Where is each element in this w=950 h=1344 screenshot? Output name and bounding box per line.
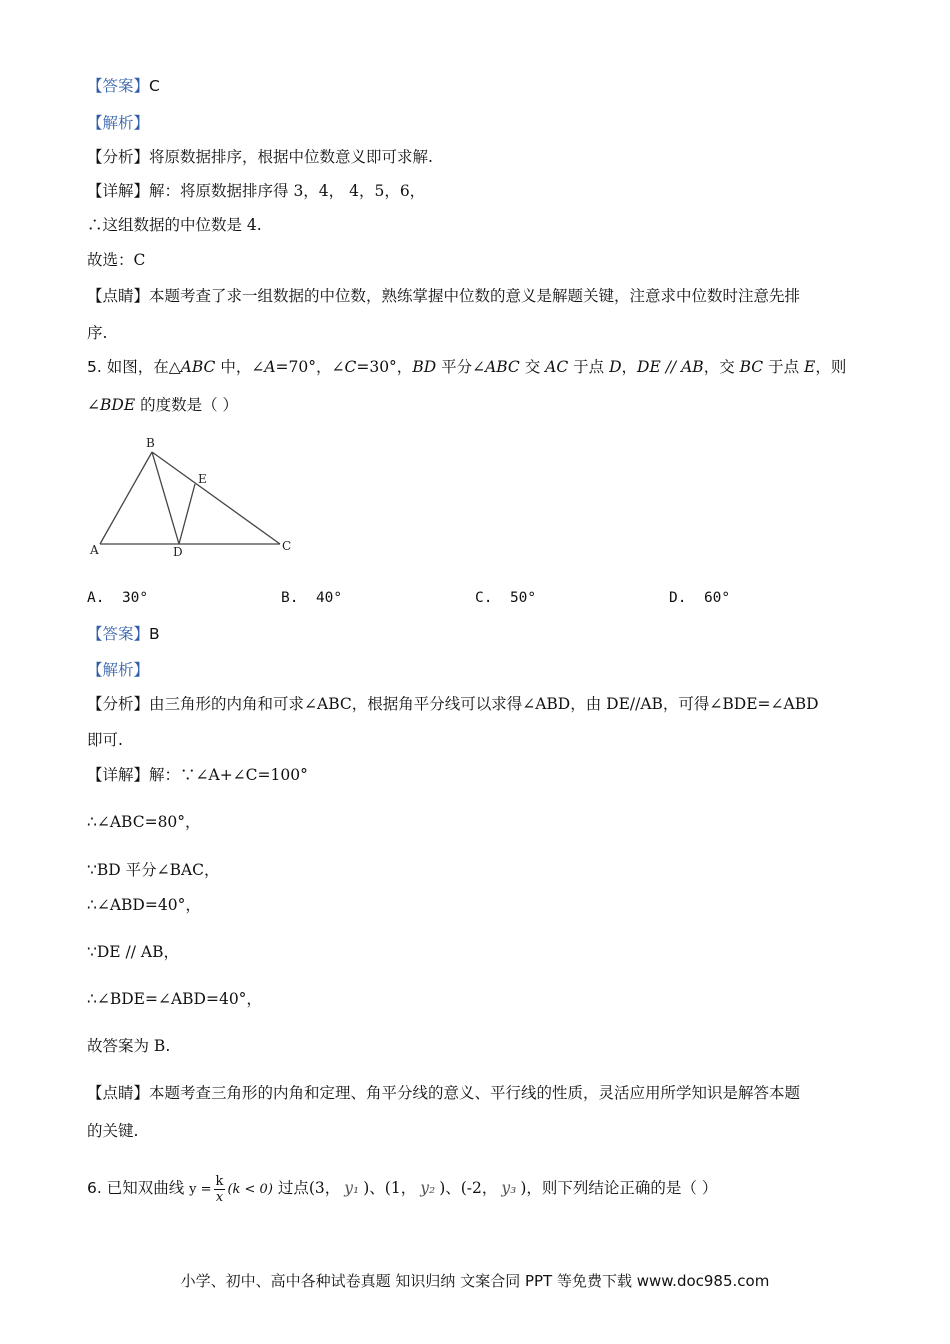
q5-stem-part: 交 xyxy=(519,358,546,376)
segment-bd xyxy=(152,452,179,544)
q5-step-2: ∵BD 平分∠BAC， xyxy=(87,861,220,879)
label-c: C xyxy=(282,539,292,553)
q4-dianjing-cont: 序. xyxy=(87,324,108,342)
q5-stem-part: 如图，在△ xyxy=(101,358,181,376)
q5-stem-part: =30°， xyxy=(356,358,413,376)
q5-option-b[interactable] xyxy=(281,590,342,606)
q6-stem-part: )，则下列结论正确的是（ ） xyxy=(520,1179,718,1197)
option-value: 50° xyxy=(509,590,537,606)
q5-step-6: 故答案为 B. xyxy=(87,1037,171,1055)
q5-stem-part: // xyxy=(660,358,682,376)
label-a: A xyxy=(90,543,99,557)
q5-dianjing-text: 本题考查三角形的内角和定理、角平分线的意义、平行线的性质，灵活应用所学知识是解答本题 xyxy=(149,1084,801,1102)
label-e: E xyxy=(198,472,207,486)
q5-option-a[interactable] xyxy=(87,590,148,606)
triangle-figure xyxy=(85,432,300,562)
q5-number: 5. xyxy=(87,358,102,376)
q5-xiangjie xyxy=(87,765,308,785)
q6-stem-part: 过点(3， xyxy=(277,1179,341,1197)
q5-stem-part: ∠ xyxy=(87,396,100,414)
dianjing-tag: 【点睛】 xyxy=(87,1084,150,1102)
q5-var: DE xyxy=(637,358,661,376)
q6-formula-y: y = xyxy=(189,1182,212,1197)
fenxi-tag: 【分析】 xyxy=(87,695,150,713)
q5-stem-line1 xyxy=(87,357,846,377)
q4-dianjing xyxy=(87,286,800,306)
q5-stem-line2 xyxy=(87,395,238,415)
q6-condition: (k < 0) xyxy=(227,1182,273,1197)
q5-var: AB xyxy=(681,358,704,376)
q5-var: ABC xyxy=(180,358,216,376)
q5-var: A xyxy=(264,358,276,376)
q6-y1: y₁ xyxy=(344,1179,360,1197)
q4-median-line: ∴这组数据的中位数是 4. xyxy=(87,216,262,234)
dianjing-tag: 【点睛】 xyxy=(87,287,150,305)
q5-step-1: ∴∠ABC=80°， xyxy=(87,813,201,831)
q5-var: BD xyxy=(412,358,437,376)
q4-xiangjie-text: 解：将原数据排序得 3，4， 4，5，6， xyxy=(149,182,426,200)
q6-y2: y₂ xyxy=(420,1179,436,1197)
q5-dianjing-cont: 的关键. xyxy=(87,1122,139,1140)
q6-stem-part: 已知双曲线 xyxy=(101,1179,185,1197)
q5-option-c[interactable] xyxy=(475,590,536,606)
q5-step-5: ∴∠BDE=∠ABD=40°， xyxy=(87,990,262,1008)
q4-fenxi xyxy=(87,147,433,167)
q5-analysis-tag: 【解析】 xyxy=(87,661,150,679)
q5-dianjing xyxy=(87,1083,800,1103)
q4-fenxi-text: 将原数据排序，根据中位数意义即可求解. xyxy=(149,148,433,166)
q5-step-3: ∴∠ABD=40°， xyxy=(87,896,201,914)
q6-stem-part: )、(1， xyxy=(363,1179,417,1197)
segment-de xyxy=(179,484,195,544)
q6-y3: y₃ xyxy=(501,1179,517,1197)
q5-step-4: ∵DE // AB， xyxy=(87,943,179,961)
option-key: D. xyxy=(669,590,687,606)
fraction-numerator: k xyxy=(215,1173,224,1189)
q5-var: C xyxy=(344,358,357,376)
q5-stem-part: 中，∠ xyxy=(215,358,265,376)
q5-var: AC xyxy=(545,358,569,376)
q5-answer-value: B xyxy=(149,625,160,643)
xiangjie-tag: 【详解】 xyxy=(87,766,150,784)
q5-answer-line xyxy=(87,624,160,644)
answer-tag: 【答案】 xyxy=(87,625,150,643)
q5-var: BC xyxy=(739,358,764,376)
q5-fenxi-cont: 即可. xyxy=(87,731,123,749)
q6-stem-part: )、(-2， xyxy=(439,1179,498,1197)
q5-stem-part: =70°，∠ xyxy=(275,358,345,376)
label-b: B xyxy=(146,436,155,450)
q5-var: D xyxy=(609,358,622,376)
q4-dianjing-text: 本题考查了求一组数据的中位数，熟练掌握中位数的意义是解题关键，注意求中位数时注意先排 xyxy=(149,287,801,305)
option-key: C. xyxy=(475,590,493,606)
q4-analysis-tag: 【解析】 xyxy=(87,114,150,132)
q5-stem-part: 的度数是（ ） xyxy=(135,396,238,414)
q4-answer-value: C xyxy=(149,77,160,95)
q5-stem-part: 于点 xyxy=(763,358,805,376)
option-value: 40° xyxy=(315,590,343,606)
q5-stem-part: ， xyxy=(621,358,638,376)
q5-stem-part: ，则 xyxy=(815,358,847,376)
page-footer: 小学、初中、高中各种试卷真题 知识归纳 文案合同 PPT 等免费下载 www.doc985.com xyxy=(180,1272,770,1290)
q5-fenxi xyxy=(87,694,819,714)
q4-choice-line: 故选：C xyxy=(87,251,146,269)
q5-stem-part: 于点 xyxy=(568,358,610,376)
label-d: D xyxy=(173,545,183,559)
q5-fenxi-text: 由三角形的内角和可求∠ABC，根据角平分线可以求得∠ABD，由 DE//AB，可得∠BDE=∠ABD xyxy=(149,695,819,713)
q5-var: ABC xyxy=(485,358,520,376)
answer-tag: 【答案】 xyxy=(87,77,150,95)
option-value: 30° xyxy=(121,590,149,606)
q4-xiangjie xyxy=(87,181,425,201)
fraction-denominator: x xyxy=(215,1189,224,1205)
xiangjie-tag: 【详解】 xyxy=(87,182,150,200)
q4-answer-line xyxy=(87,76,160,96)
option-key: A. xyxy=(87,590,105,606)
q5-stem-part: ，交 xyxy=(703,358,740,376)
q6-number: 6. xyxy=(87,1179,102,1197)
option-value: 60° xyxy=(703,590,731,606)
q5-xiangjie-text: 解：∵∠A+∠C=100° xyxy=(149,766,308,784)
segment-bc xyxy=(152,452,280,544)
fenxi-tag: 【分析】 xyxy=(87,148,150,166)
q6-stem xyxy=(87,1170,717,1208)
q6-fraction xyxy=(214,1174,226,1205)
q5-stem-part: 平分∠ xyxy=(436,358,486,376)
segment-ab xyxy=(100,452,152,544)
q5-var: E xyxy=(804,358,816,376)
option-key: B. xyxy=(281,590,299,606)
q5-var: BDE xyxy=(100,396,136,414)
q5-option-d[interactable] xyxy=(669,590,730,606)
